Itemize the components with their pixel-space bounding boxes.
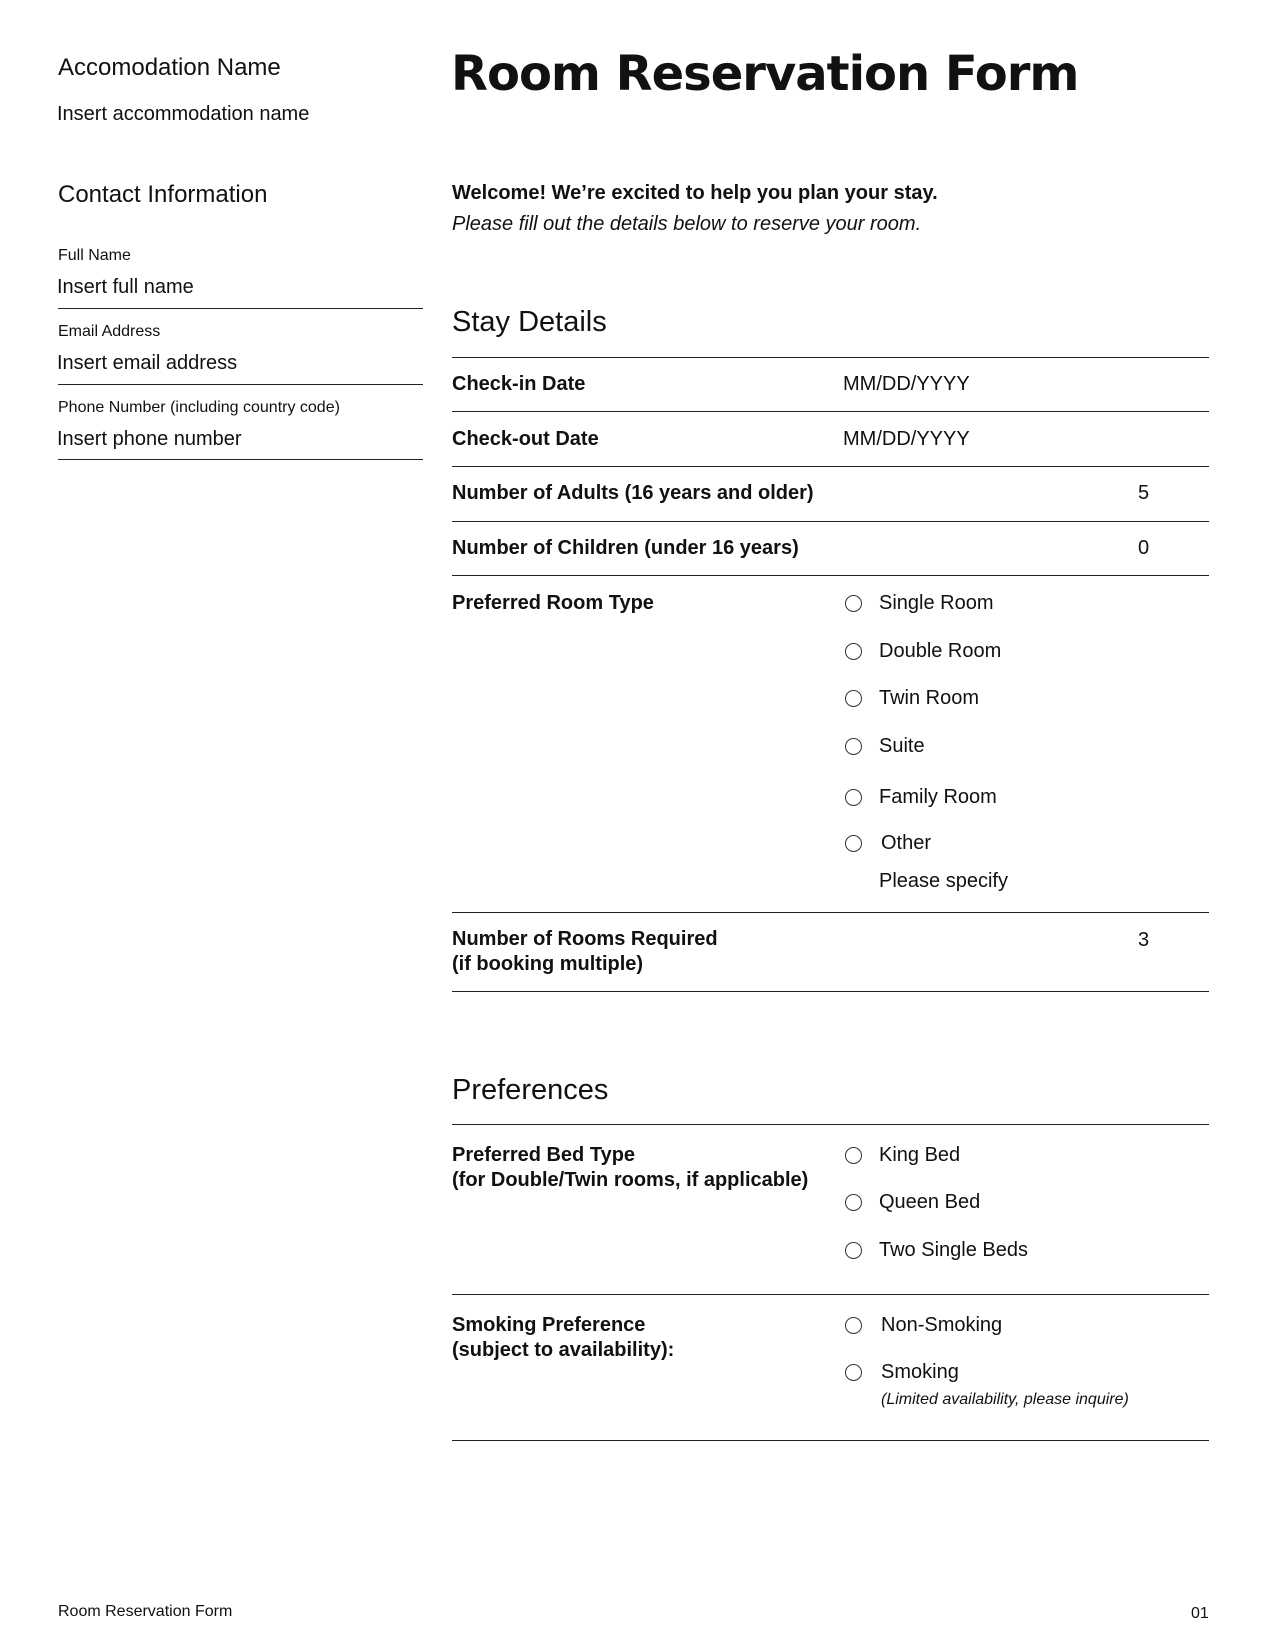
- preferences-title: Preferences: [452, 1074, 609, 1106]
- divider: [452, 357, 1209, 358]
- radio-circle-icon[interactable]: [845, 1317, 862, 1334]
- radio-family-room[interactable]: [845, 786, 997, 809]
- divider: [452, 575, 1209, 576]
- divider: [452, 1124, 1209, 1125]
- smoking-label-line1: Smoking Preference: [452, 1314, 646, 1336]
- divider: [452, 1294, 1209, 1295]
- bed-type-label-line2: (for Double/Twin rooms, if applicable): [452, 1169, 809, 1191]
- bed-type-label-line1: Preferred Bed Type: [452, 1144, 636, 1166]
- radio-label: Twin Room: [879, 687, 980, 709]
- radio-circle-icon[interactable]: [845, 789, 862, 806]
- divider: [58, 459, 423, 460]
- radio-two-single-beds[interactable]: [845, 1239, 1028, 1262]
- divider: [452, 411, 1209, 412]
- radio-other[interactable]: [845, 832, 931, 855]
- radio-twin-room[interactable]: [845, 687, 979, 710]
- divider: [58, 384, 423, 385]
- radio-label: Suite: [879, 735, 925, 757]
- email-input[interactable]: Insert email address: [57, 352, 238, 374]
- radio-label: Other: [881, 832, 932, 854]
- rooms-label-line2: (if booking multiple): [452, 953, 644, 975]
- radio-label: Non-Smoking: [881, 1314, 1003, 1336]
- radio-label: Double Room: [879, 640, 1002, 662]
- smoking-note: (Limited availability, please inquire): [881, 1391, 1129, 1408]
- phone-input[interactable]: Insert phone number: [57, 428, 242, 450]
- radio-label: King Bed: [879, 1144, 961, 1166]
- check-out-label: Check-out Date: [452, 428, 599, 450]
- radio-smoking[interactable]: [845, 1361, 959, 1384]
- radio-label: Single Room: [879, 592, 994, 614]
- check-in-input[interactable]: MM/DD/YYYY: [843, 373, 970, 395]
- full-name-input[interactable]: Insert full name: [57, 276, 194, 298]
- divider: [452, 466, 1209, 467]
- radio-circle-icon[interactable]: [845, 738, 862, 755]
- children-label: Number of Children (under 16 years): [452, 537, 799, 559]
- phone-label: Phone Number (including country code): [58, 399, 340, 416]
- other-specify-input[interactable]: Please specify: [879, 870, 1008, 892]
- divider: [58, 308, 423, 309]
- smoking-label-line2: (subject to availability):: [452, 1339, 675, 1361]
- radio-circle-icon[interactable]: [845, 1147, 862, 1164]
- radio-circle-icon[interactable]: [845, 643, 862, 660]
- radio-queen-bed[interactable]: [845, 1191, 980, 1214]
- radio-label: Smoking: [881, 1361, 959, 1383]
- radio-circle-icon[interactable]: [845, 690, 862, 707]
- rooms-label-line1: Number of Rooms Required: [452, 928, 718, 950]
- radio-label: Two Single Beds: [879, 1239, 1028, 1261]
- divider: [452, 912, 1209, 913]
- radio-non-smoking[interactable]: [845, 1314, 1002, 1337]
- radio-suite[interactable]: [845, 735, 925, 758]
- radio-single-room[interactable]: [845, 592, 994, 615]
- contact-info-title: Contact Information: [58, 181, 268, 208]
- welcome-subtitle: Please fill out the details below to reserve your room.: [452, 213, 922, 235]
- children-input[interactable]: 0: [1138, 537, 1150, 559]
- page-title: Room Reservation Form: [451, 46, 1079, 102]
- welcome-text: Welcome! We’re excited to help you plan your stay.: [452, 182, 938, 204]
- divider: [452, 991, 1209, 992]
- radio-circle-icon[interactable]: [845, 1242, 862, 1259]
- radio-circle-icon[interactable]: [845, 1194, 862, 1211]
- radio-circle-icon[interactable]: [845, 1364, 862, 1381]
- accommodation-title: Accomodation Name: [58, 54, 281, 81]
- full-name-label: Full Name: [58, 247, 131, 264]
- radio-label: Family Room: [879, 786, 997, 808]
- radio-label: Queen Bed: [879, 1191, 981, 1213]
- page-number: 01: [1191, 1605, 1209, 1622]
- radio-king-bed[interactable]: [845, 1144, 960, 1167]
- room-type-label: Preferred Room Type: [452, 592, 654, 614]
- radio-circle-icon[interactable]: [845, 595, 862, 612]
- adults-input[interactable]: 5: [1138, 482, 1150, 504]
- radio-double-room[interactable]: [845, 640, 1001, 663]
- check-in-label: Check-in Date: [452, 373, 586, 395]
- accommodation-name-input[interactable]: Insert accommodation name: [57, 103, 310, 125]
- footer-title: Room Reservation Form: [58, 1603, 233, 1620]
- radio-circle-icon[interactable]: [845, 835, 862, 852]
- divider: [452, 521, 1209, 522]
- stay-details-title: Stay Details: [452, 306, 607, 338]
- rooms-input[interactable]: 3: [1138, 929, 1150, 951]
- email-label: Email Address: [58, 323, 161, 340]
- adults-label: Number of Adults (16 years and older): [452, 482, 814, 504]
- divider: [452, 1440, 1209, 1441]
- check-out-input[interactable]: MM/DD/YYYY: [843, 428, 970, 450]
